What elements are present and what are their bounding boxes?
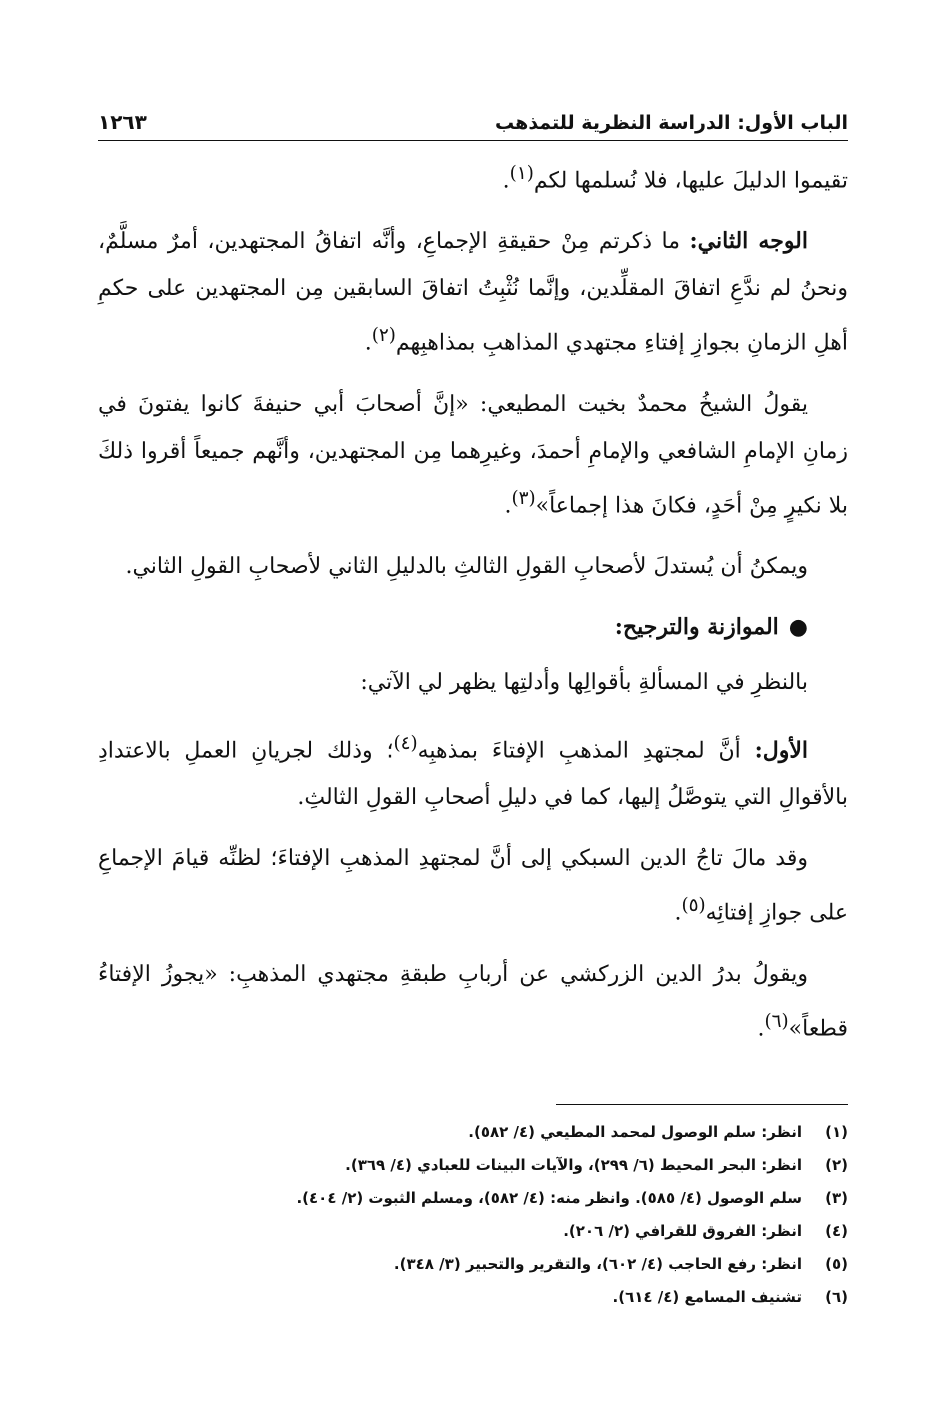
body-text — [98, 150, 848, 1066]
footnote-ref-3: (٣) — [511, 487, 536, 509]
footnote-number: (٣) — [825, 1189, 848, 1207]
footnote-number: (٢) — [825, 1156, 848, 1174]
footnote-number: (٥) — [825, 1255, 848, 1273]
footnote-ref-2: (٢) — [371, 325, 396, 347]
footnote-ref-1: (١) — [509, 163, 534, 184]
paragraph-7: وقد مالَ تاجُ الدين السبكي إلى أنَّ لمجتهدِ المذهبِ الإفتاءَ؛ لظنِّه قيامَ الإجماعِ على جوازِ إفتائِه$^{(٥)}$. — [98, 846, 848, 926]
paragraph-8: ويقولُ بدرُ الدين الزركشي عن أربابِ طبقةِ مجتهدي المذهبِ: «يجوزُ الإفتاءُ قطعاً»$^{(٦)}$. — [98, 961, 848, 1041]
paragraph-1: تقيموا الدليلَ عليها، فلا نُسلمها لكم$^{(١)}$. — [502, 163, 848, 194]
footnote-ref-5: (٥) — [681, 895, 706, 917]
paragraph-7-text: وقد مالَ تاجُ الدين السبكي إلى أنَّ لمجتهدِ المذهبِ الإفتاءَ؛ لظنِّه قيامَ الإجماعِ على جوازِ إفتائِه — [98, 846, 848, 926]
paragraph-6 — [98, 720, 848, 821]
paragraph-2-text: ما ذكرتم مِنْ حقيقةِ الإجماعِ، وأنَّه اتفاقُ المجتهدين، أمرٌ مسلَّمٌ، ونحنُ لم ندَّعِ اتفاقَ المقلِّدين، وإنَّما نُثْبِتُ اتفاقَ السابقين مِن المجتهدين على حكمِ أهلِ الزمانِ بجوازِ إفتاءِ مجتهدي المذاهبِ بمذاهبِهم — [98, 229, 848, 356]
paragraph-6-text-a: أنَّ لمجتهدِ المذهبِ الإفتاءَ بمذهبِه — [417, 738, 755, 764]
footnote-item — [98, 1116, 848, 1149]
footnote-item — [98, 1248, 848, 1281]
footnote-item — [98, 1281, 848, 1314]
footnote-text: سلم الوصول (٤/ ٥٨٥). وانظر منه: (٤/ ٥٨٢)، ومسلم الثبوت (٢/ ٤٠٤). — [296, 1189, 802, 1207]
paragraph-8-text: ويقولُ بدرُ الدين الزركشي عن أربابِ طبقةِ مجتهدي المذهبِ: «يجوزُ الإفتاءُ قطعاً» — [98, 961, 848, 1041]
footnote-item — [98, 1182, 848, 1215]
section-heading-text: الموازنة والترجيح: — [614, 613, 779, 640]
paragraph-1-text: تقيموا الدليلَ عليها، فلا نُسلمها لكم — [533, 168, 848, 194]
paragraph-2: الوجه الثاني: ما ذكرتم مِنْ حقيقةِ الإجماعِ، وأنَّه اتفاقُ المجتهدين، أمرٌ مسلَّمٌ، ونحنُ لم ندَّعِ اتفاقَ المقلِّدين، وإنَّما نُثْبِتُ اتفاقَ السابقين مِن المجتهدين على حكمِ أهلِ الزمانِ بجوازِ إفتاءِ مجتهدي المذاهبِ بمذاهبِهم$^{(٢)}$. — [98, 228, 848, 356]
paragraph-3: يقولُ الشيخُ محمدٌ بخيت المطيعي: «إنَّ أصحابَ أبي حنيفةَ كانوا يفتونَ في زمانِ الإمامِ الشافعي والإمامِ أحمدَ، وغيرِهما مِن المجتهدين، وأنَّهم جميعاً أقروا ذلكَ بلا نكيرٍ مِنْ أحَدٍ، فكانَ هذا إجماعاً»$^{(٣)}$. — [98, 391, 848, 518]
footnote-number: (١) — [825, 1123, 848, 1141]
paragraph-2-lead: الوجه الثاني: — [689, 228, 808, 255]
paragraph-6-text-b: ؛ وذلك لجريانِ العملِ بالاعتدادِ بالأقوالِ التي يتوصَّلُ إليها، كما في دليلِ أصحابِ القولِ الثالثِ. — [98, 738, 848, 811]
footnote-ref-6: (٦) — [764, 1010, 789, 1032]
footnote-text: انظر: سلم الوصول لمحمد المطيعي (٤/ ٥٨٢). — [468, 1123, 802, 1141]
footnote-ref-4: (٤) — [393, 732, 418, 754]
paragraph-4: ويمكنُ أن يُستدلَ لأصحابِ القولِ الثالثِ بالدليلِ الثاني لأصحابِ القولِ الثاني. — [125, 553, 808, 579]
running-head: الباب الأول: الدراسة النظرية للتمذهب — [495, 112, 848, 134]
footnote-text: انظر: رفع الحاجب (٤/ ٦٠٢)، والتقرير والتحبير (٣/ ٣٤٨). — [393, 1255, 802, 1273]
paragraph-3-text: يقولُ الشيخُ محمدٌ بخيت المطيعي: «إنَّ أصحابَ أبي حنيفةَ كانوا يفتونَ في زمانِ الإمامِ الشافعي والإمامِ أحمدَ، وغيرِهما مِن المجتهدين، وأنَّهم جميعاً أقروا ذلكَ بلا نكيرٍ مِنْ أحَدٍ، فكانَ هذا إجماعاً» — [98, 391, 848, 518]
paragraph-6-lead: الأول: — [754, 737, 809, 764]
footnote-text: انظر: الفروق للقرافي (٢/ ٢٠٦). — [563, 1222, 802, 1240]
footnote-item — [98, 1149, 848, 1182]
footnotes — [98, 1116, 848, 1314]
page-header — [98, 96, 848, 141]
footnote-item — [98, 1215, 848, 1248]
page-number: ١٢٦٣ — [98, 110, 147, 134]
footnote-number: (٤) — [825, 1222, 848, 1240]
paragraph-5: بالنظرِ في المسألةِ بأقوالِها وأدلتِها يظهر لي الآتي: — [360, 669, 808, 695]
footnote-text: انظر: البحر المحيط (٦/ ٢٩٩)، والآيات البينات للعبادي (٤/ ٣٦٩). — [345, 1156, 802, 1174]
footnote-separator — [556, 1104, 848, 1105]
section-heading — [98, 604, 848, 651]
footnote-text: تشنيف المسامع (٤/ ٦١٤). — [612, 1288, 802, 1306]
bullet-icon: ● — [788, 613, 808, 640]
footnote-number: (٦) — [825, 1288, 848, 1306]
